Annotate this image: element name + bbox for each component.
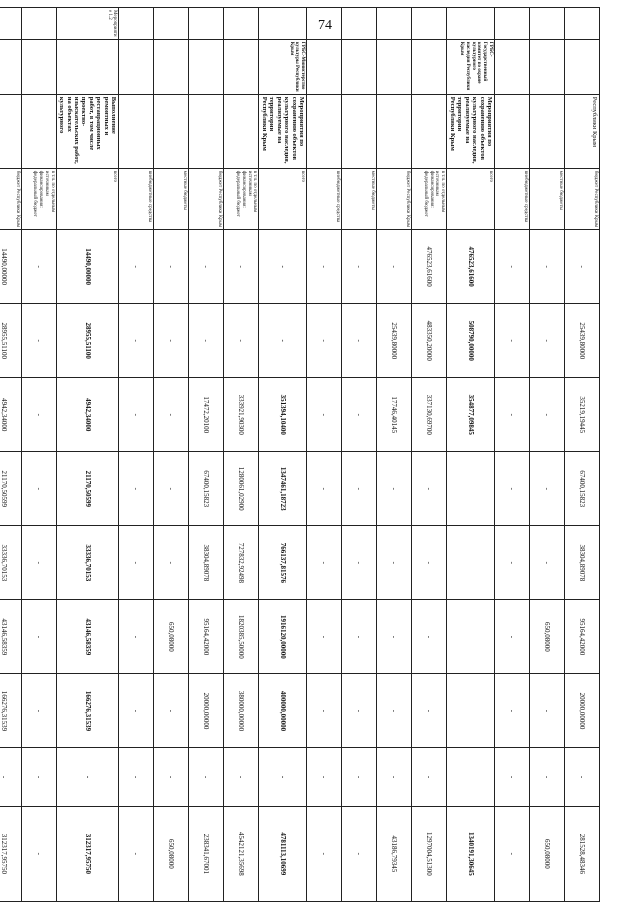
event-code-cell	[224, 8, 259, 40]
amount-cell: -	[189, 304, 224, 378]
event-name-cell: Мероприятия по сохранению объектов культурного наследия, реализуемые на территории Республики Крым	[447, 94, 495, 168]
page-number: 74	[318, 18, 332, 33]
amount-cell: 650,08000	[154, 806, 189, 901]
amount-cell: -	[495, 304, 530, 378]
amount-cell: -	[530, 304, 565, 378]
amount-cell: -	[342, 674, 377, 748]
amount-cell: 14490,00000	[0, 230, 21, 304]
amount-cell: -	[259, 304, 307, 378]
table-row	[412, 8, 447, 902]
event-code-cell	[21, 8, 56, 40]
amount-cell: -	[342, 600, 377, 674]
responsible-body-cell	[495, 39, 530, 94]
amount-cell: -	[119, 748, 154, 806]
responsible-body-cell	[119, 39, 154, 94]
table-row	[495, 8, 530, 902]
amount-cell: 337130,69700	[412, 378, 447, 452]
table-row	[0, 8, 21, 902]
funding-source-cell: бюджет Республики Крым	[189, 168, 224, 229]
amount-cell: 4942,34000	[56, 378, 119, 452]
amount-cell: -	[377, 526, 412, 600]
amount-cell: -	[154, 452, 189, 526]
amount-cell: -	[495, 674, 530, 748]
event-name-cell	[530, 94, 565, 168]
amount-cell: 166276,31539	[56, 674, 119, 748]
amount-cell: 67400,15823	[565, 452, 600, 526]
event-code-cell	[530, 8, 565, 40]
funding-source-cell: местные бюджеты	[154, 168, 189, 229]
amount-cell: -	[189, 230, 224, 304]
event-name-cell	[495, 94, 530, 168]
event-name-cell	[412, 94, 447, 168]
amount-cell: 727832,92498	[224, 526, 259, 600]
amount-cell: 1916120,00000	[259, 600, 307, 674]
responsible-body-cell	[530, 39, 565, 94]
table-row	[307, 8, 342, 902]
amount-cell: 43146,58359	[0, 600, 21, 674]
table-row	[447, 8, 495, 902]
funding-source-cell: в т.ч. по отдельным источникам финансирования: федеральный бюджет	[412, 168, 447, 229]
responsible-body-cell: ГРБС-Государственный комитет по охране культурного наследия Республики Крым	[447, 39, 495, 94]
event-name-cell: Республики Крым	[565, 94, 600, 168]
amount-cell: 14490,00000	[56, 230, 119, 304]
amount-cell: -	[154, 674, 189, 748]
amount-cell: -	[412, 452, 447, 526]
amount-cell	[447, 600, 495, 674]
amount-cell: 1340191,30645	[447, 806, 495, 901]
responsible-body-cell: ГРБС-Министерство культуры Республики Крым	[259, 39, 307, 94]
amount-cell: -	[307, 526, 342, 600]
event-name-cell	[154, 94, 189, 168]
amount-cell: 25439,80000	[377, 304, 412, 378]
amount-cell: -	[495, 378, 530, 452]
amount-cell: -	[224, 748, 259, 806]
amount-cell: -	[21, 378, 56, 452]
amount-cell: -	[377, 748, 412, 806]
responsible-body-cell	[154, 39, 189, 94]
amount-cell: 166276,31539	[0, 674, 21, 748]
funding-source-cell: всего	[56, 168, 119, 229]
event-code-cell	[154, 8, 189, 40]
amount-cell: 1280061,02900	[224, 452, 259, 526]
funding-source-cell: бюджет Республики Крым	[0, 168, 21, 229]
amount-cell: 312317,95750	[56, 806, 119, 901]
amount-cell: 1347461,18723	[259, 452, 307, 526]
responsible-body-cell	[189, 39, 224, 94]
amount-cell: -	[412, 674, 447, 748]
funding-source-cell: внебюджетные средства	[307, 168, 342, 229]
budget-table-sheet	[0, 7, 600, 902]
amount-cell: -	[342, 378, 377, 452]
event-name-cell	[224, 94, 259, 168]
amount-cell: -	[259, 230, 307, 304]
amount-cell: -	[307, 674, 342, 748]
funding-source-cell: бюджет Республики Крым	[377, 168, 412, 229]
amount-cell: -	[307, 230, 342, 304]
amount-cell: 4942,34000	[0, 378, 21, 452]
table-row	[21, 8, 56, 902]
responsible-body-cell	[224, 39, 259, 94]
event-code-cell	[307, 8, 342, 40]
amount-cell: -	[119, 304, 154, 378]
event-code-cell	[447, 8, 495, 40]
amount-cell: -	[21, 526, 56, 600]
amount-cell: -	[21, 304, 56, 378]
amount-cell: -	[21, 452, 56, 526]
amount-cell: -	[342, 230, 377, 304]
amount-cell: -	[495, 526, 530, 600]
amount-cell: 476523,61600	[412, 230, 447, 304]
amount-cell: -	[119, 378, 154, 452]
amount-cell: -	[530, 526, 565, 600]
budget-table	[0, 7, 600, 902]
amount-cell: -	[307, 748, 342, 806]
amount-cell: -	[342, 806, 377, 901]
event-name-cell: Выполнение ремонтных и реставрационных работ, в том числе проектно-изыскательских работ, на объектах культурного	[56, 94, 119, 168]
amount-cell: -	[342, 526, 377, 600]
amount-cell: -	[21, 600, 56, 674]
event-code-cell	[495, 8, 530, 40]
event-code-cell	[377, 8, 412, 40]
amount-cell: -	[530, 674, 565, 748]
event-code-cell	[0, 8, 21, 40]
funding-source-cell: внебюджетные средства	[495, 168, 530, 229]
funding-source-cell: всего	[259, 168, 307, 229]
table-row	[119, 8, 154, 902]
amount-cell: 95164,42000	[565, 600, 600, 674]
event-name-cell	[377, 94, 412, 168]
amount-cell: 483350,20000	[412, 304, 447, 378]
table-row	[377, 8, 412, 902]
amount-cell: -	[119, 806, 154, 901]
event-name-cell	[307, 94, 342, 168]
budget-table-body	[0, 8, 600, 902]
event-code-cell	[189, 8, 224, 40]
amount-cell	[447, 452, 495, 526]
event-code-cell	[342, 8, 377, 40]
amount-cell: 766137,81576	[259, 526, 307, 600]
event-name-cell: Мероприятия по сохранению объектов культурного наследия, реализуемые на территории Республики Крым	[259, 94, 307, 168]
amount-cell: -	[0, 748, 21, 806]
amount-cell: -	[342, 748, 377, 806]
amount-cell: -	[495, 806, 530, 901]
amount-cell: -	[530, 452, 565, 526]
amount-cell: 17746,40145	[377, 378, 412, 452]
responsible-body-cell	[21, 39, 56, 94]
amount-cell: -	[307, 600, 342, 674]
amount-cell: -	[259, 748, 307, 806]
responsible-body-cell	[0, 39, 21, 94]
amount-cell: 4542121,35698	[224, 806, 259, 901]
event-code-cell: Мероприятие 1.2	[56, 8, 119, 40]
amount-cell: 20000,00000	[565, 674, 600, 748]
amount-cell: 1297004,51300	[412, 806, 447, 901]
amount-cell: 35219,19445	[565, 378, 600, 452]
event-name-cell	[0, 94, 21, 168]
amount-cell: -	[119, 526, 154, 600]
amount-cell: -	[189, 748, 224, 806]
amount-cell: -	[154, 526, 189, 600]
amount-cell	[447, 674, 495, 748]
amount-cell: 281528,48346	[565, 806, 600, 901]
amount-cell: -	[530, 378, 565, 452]
amount-cell: -	[154, 230, 189, 304]
amount-cell	[447, 526, 495, 600]
amount-cell: -	[565, 748, 600, 806]
responsible-body-cell	[377, 39, 412, 94]
amount-cell: 95164,42000	[189, 600, 224, 674]
amount-cell: -	[21, 806, 56, 901]
funding-source-cell: местные бюджеты	[530, 168, 565, 229]
amount-cell: -	[530, 748, 565, 806]
event-code-cell	[119, 8, 154, 40]
amount-cell: -	[342, 452, 377, 526]
amount-cell: 43146,58359	[56, 600, 119, 674]
amount-cell: 476523,61600	[447, 230, 495, 304]
funding-source-cell: местные бюджеты	[342, 168, 377, 229]
amount-cell: -	[495, 600, 530, 674]
amount-cell: -	[530, 230, 565, 304]
funding-source-cell: в т.ч. по отдельным источникам финансирования: федеральный бюджет	[21, 168, 56, 229]
amount-cell: -	[21, 674, 56, 748]
table-row	[189, 8, 224, 902]
amount-cell: -	[154, 378, 189, 452]
amount-cell: 380000,00000	[224, 674, 259, 748]
responsible-body-cell	[56, 39, 119, 94]
amount-cell: -	[224, 230, 259, 304]
amount-cell: -	[495, 748, 530, 806]
event-name-cell	[342, 94, 377, 168]
amount-cell: -	[307, 806, 342, 901]
event-name-cell	[21, 94, 56, 168]
amount-cell: -	[377, 452, 412, 526]
event-code-cell	[412, 8, 447, 40]
amount-cell: 33336,70153	[56, 526, 119, 600]
amount-cell: 650,08000	[154, 600, 189, 674]
amount-cell: -	[412, 526, 447, 600]
responsible-body-cell	[565, 39, 600, 94]
event-code-cell	[259, 8, 307, 40]
amount-cell: -	[377, 600, 412, 674]
amount-cell: 28955,51100	[56, 304, 119, 378]
amount-cell: -	[412, 600, 447, 674]
amount-cell: -	[307, 452, 342, 526]
amount-cell: -	[377, 230, 412, 304]
amount-cell: -	[342, 304, 377, 378]
amount-cell: 238341,67001	[189, 806, 224, 901]
amount-cell: -	[119, 452, 154, 526]
amount-cell: 21170,50599	[0, 452, 21, 526]
amount-cell: 21170,50599	[56, 452, 119, 526]
table-row	[342, 8, 377, 902]
amount-cell: -	[495, 452, 530, 526]
amount-cell: 650,08000	[530, 806, 565, 901]
amount-cell: -	[119, 674, 154, 748]
responsible-body-cell	[412, 39, 447, 94]
table-row	[565, 8, 600, 902]
event-name-cell	[119, 94, 154, 168]
event-name-cell	[189, 94, 224, 168]
amount-cell: 38304,89078	[565, 526, 600, 600]
amount-cell: 38304,89078	[189, 526, 224, 600]
amount-cell: 333921,90300	[224, 378, 259, 452]
amount-cell: 33336,70153	[0, 526, 21, 600]
amount-cell: -	[21, 230, 56, 304]
amount-cell: 25439,80000	[565, 304, 600, 378]
amount-cell: 1820385,50000	[224, 600, 259, 674]
amount-cell: 351394,10400	[259, 378, 307, 452]
funding-source-cell: бюджет Республики Крым	[565, 168, 600, 229]
amount-cell: 4781113,10699	[259, 806, 307, 901]
funding-source-cell: всего	[447, 168, 495, 229]
amount-cell: 43186,79345	[377, 806, 412, 901]
amount-cell: 400000,00000	[259, 674, 307, 748]
funding-source-cell: внебюджетные средства	[119, 168, 154, 229]
amount-cell: -	[119, 600, 154, 674]
amount-cell: -	[119, 230, 154, 304]
table-row	[56, 8, 119, 902]
table-row	[224, 8, 259, 902]
amount-cell: 17472,20100	[189, 378, 224, 452]
amount-cell: -	[377, 674, 412, 748]
responsible-body-cell	[307, 39, 342, 94]
amount-cell: -	[307, 304, 342, 378]
amount-cell: -	[21, 748, 56, 806]
rotated-table-wrapper	[0, 7, 600, 902]
funding-source-cell: в т.ч. по отдельным источникам финансирования: федеральный бюджет	[224, 168, 259, 229]
amount-cell: -	[307, 378, 342, 452]
table-row	[530, 8, 565, 902]
event-code-cell	[565, 8, 600, 40]
amount-cell: 20000,00000	[189, 674, 224, 748]
amount-cell: 508790,00000	[447, 304, 495, 378]
amount-cell: -	[154, 748, 189, 806]
amount-cell: 650,08000	[530, 600, 565, 674]
amount-cell	[447, 748, 495, 806]
amount-cell: 67400,15823	[189, 452, 224, 526]
amount-cell: -	[495, 230, 530, 304]
amount-cell: -	[56, 748, 119, 806]
responsible-body-cell	[342, 39, 377, 94]
amount-cell: 354877,09845	[447, 378, 495, 452]
amount-cell: 312317,95750	[0, 806, 21, 901]
table-row	[154, 8, 189, 902]
table-row	[259, 8, 307, 902]
amount-cell: -	[154, 304, 189, 378]
amount-cell: -	[224, 304, 259, 378]
amount-cell: 28955,51100	[0, 304, 21, 378]
amount-cell: -	[412, 748, 447, 806]
amount-cell: -	[565, 230, 600, 304]
